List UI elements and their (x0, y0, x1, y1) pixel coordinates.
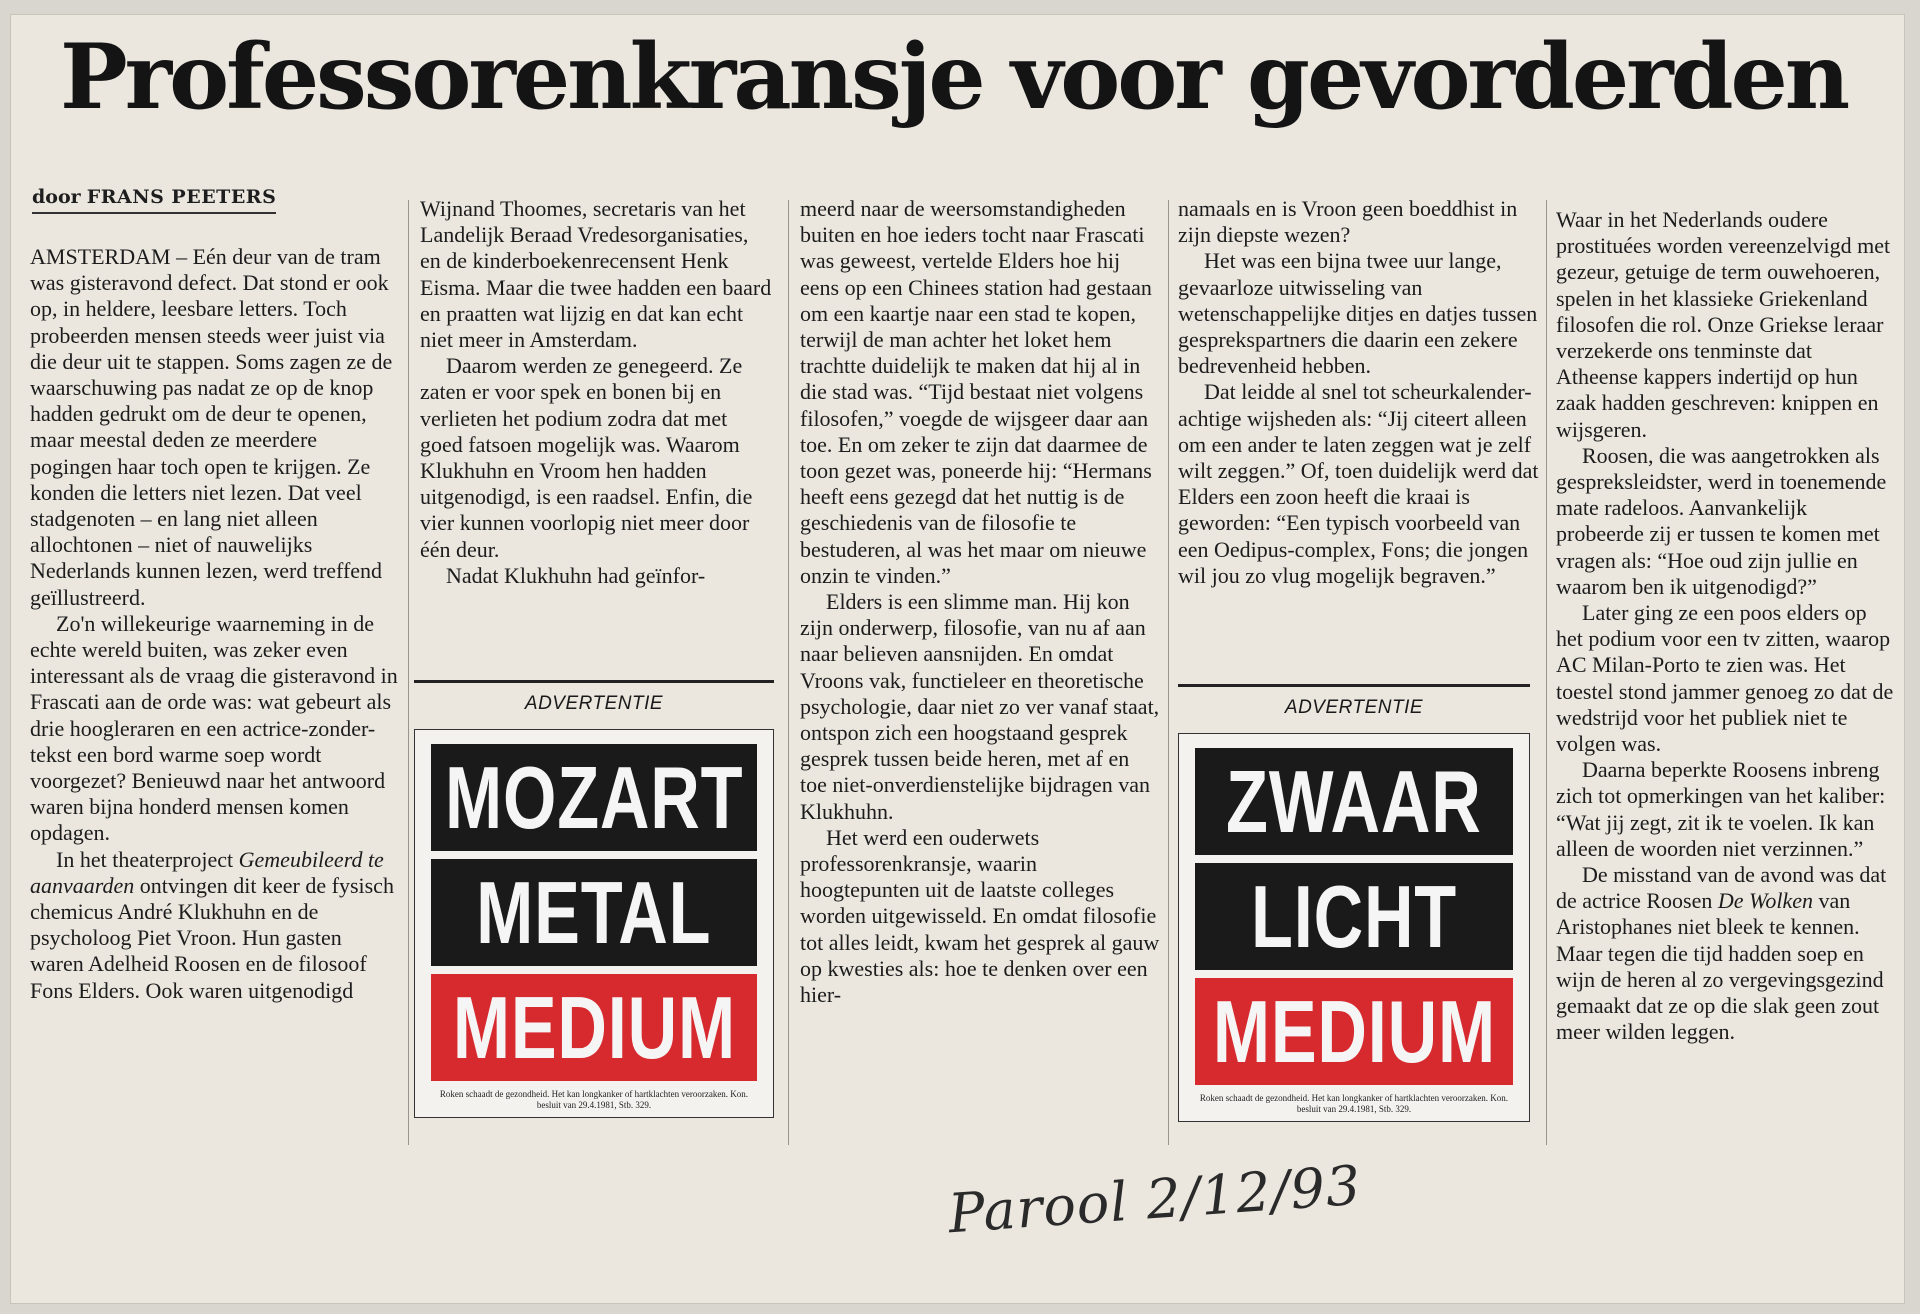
article-column-3 (800, 196, 1160, 1008)
advertisement-label: ADVERTENTIE (1284, 697, 1424, 718)
article-paragraph: namaals en is Vroon geen boeddhist in zijn diepste wezen? (1178, 196, 1518, 248)
advertisement-box (1178, 733, 1530, 1122)
article-paragraph: In het theaterproject Gemeubileerd te aanvaarden ontvingen dit keer de fysisch chemicus André Klukhuhn en de psycholoog Piet Vroon. Hun gasten waren Adelheid Roosen en de filosoof Fons Elders. Ook waren uitgenodigd (30, 846, 394, 1003)
article-column-2 (420, 196, 772, 589)
ad-line-3: MEDIUM (1195, 978, 1513, 1085)
advertisement-label: ADVERTENTIE (524, 693, 664, 714)
ad-line-1: MOZART (431, 744, 757, 851)
article-paragraph: De misstand van de avond was dat de actrice Roosen De Wolken van Aristophanes niet bleek te kennen. Maar tegen die tijd hadden soep en wijn de heren al zo vergevingsgezind gemaakt dat ze op die slak geen zout meer wilden leggen. (1556, 862, 1887, 1045)
column-divider (1168, 200, 1169, 1145)
health-warning: Roken schaadt de gezondheid. Het kan longkanker of hartklachten veroorzaken. Kon. besluit van 29.4.1981, Stb. 329. (439, 1089, 749, 1110)
column-divider (1546, 200, 1547, 1145)
article-column-1 (30, 244, 398, 1004)
ad-line-2: METAL (431, 859, 757, 966)
advertisement (414, 680, 774, 1118)
health-warning: Roken schaadt de gezondheid. Het kan longkanker of hartklachten veroorzaken. Kon. besluit van 29.4.1981, Stb. 329. (1199, 1093, 1509, 1114)
ad-line-3: MEDIUM (431, 974, 757, 1081)
article-paragraph: meerd naar de weersomstandigheden buiten en hoe ieders tocht naar Frascati was geweest, vertelde Elders hoe hij eens op een Chinees station had gestaan om een kaartje naar een stad te kopen, terwijl de man achter het loket hem trachtte duidelijk te maken dat hij al in die stad was. “Tijd bestaat niet volgens filosofen,” voegde de wijsgeer daar aan toe. En om zeker te zijn dat daarmee de toon gezet was, poneerde hij: “Hermans heeft eens gezegd dat het nuttig is de geschiedenis van de filosofie te bestuderen, al was het maar om nieuwe onzin te vinden.” (800, 196, 1152, 588)
handwritten-annotation: Parool 2/12/93 (946, 1153, 1364, 1246)
article-paragraph: AMSTERDAM – Eén deur van de tram was gisteravond defect. Dat stond er ook op, in heldere, leesbare letters. Toch probeerden mensen steeds weer juist via die deur uit te stappen. Soms zagen ze de waarschuwing pas nadat ze op de knop hadden gedrukt om de deur te openen, maar meestal deden ze meerdere pogingen haar toch open te krijgen. Ze konden die letters niet lezen. Dat veel stadgenoten – en lang niet alleen allochtonen – niet of nauwelijks Nederlands kunnen lezen, werd treffend geïllustreerd. (30, 244, 393, 610)
advertisement-box (414, 729, 774, 1118)
italic-title: De Wolken (1717, 888, 1813, 914)
byline (32, 186, 276, 214)
article-paragraph: Daarom werden ze genegeerd. Ze zaten er voor spek en bonen bij en verlieten het podium zodra dat met goed fatsoen mogelijk was. Waarom Klukhuhn en Vroom hen hadden uitgenodigd, is een raadsel. Enfin, die vier kunnen voorlopig niet meer door één deur. (420, 353, 753, 562)
ad-line-1: ZWAAR (1195, 748, 1513, 855)
italic-title: Gemeubileerd te aanvaarden (30, 846, 384, 898)
advertisement (1178, 684, 1530, 1122)
byline-prefix: door (32, 186, 81, 208)
column-divider (788, 200, 789, 1145)
article-paragraph: Roosen, die was aangetrokken als gespreksleidster, werd in toenemende mate radeloos. Aanvankelijk probeerde zij er tussen te komen met vragen als: “Hoe oud zijn jullie en waarom ben ik uitgenodigd?” (1556, 442, 1887, 599)
article-paragraph: Later ging ze een poos elders op het podium voor een tv zitten, waarop AC Milan-Porto te zien was. Het toestel stond jammer genoeg zo dat de wedstrijd voor het publiek niet te volgen was. (1556, 600, 1894, 757)
article-paragraph: Dat leidde al snel tot scheurkalender-achtige wijsheden als: “Jij citeert alleen om een ander te laten zeggen wat je zelf wilt zeggen.” Of, toen duidelijk werd dat Elders een zoon heeft die kraai is geworden: “Een typisch voorbeeld van een Oedipus-complex, Fons; die jongen wil jou zo vlug mogelijk begraven.” (1178, 379, 1539, 588)
article-paragraph: Het was een bijna twee uur lange, gevaarloze uitwisseling van wetenschappelijke ditjes en datjes tussen gesprekspartners die daarin een zekere bedrevenheid hebben. (1178, 248, 1538, 379)
headline: Professorenkransje voor gevorderden (60, 24, 1848, 130)
article-paragraph: Zo'n willekeurige waarneming in de echte wereld buiten, was zeker even interessant als de vraag die gisteravond in Frascati aan de orde was: wat gebeurt als drie hoogleraren en een actrice-zonder-tekst een bord warme soep wordt voorgezet? Benieuwd naar het antwoord waren bijna honderd mensen komen opdagen. (30, 610, 398, 846)
article-paragraph: Het werd een ouderwets professorenkransje, waarin hoogtepunten uit de laatste colleges worden uitgewisseld. En omdat filosofie tot alles leidt, kwam het gesprek al gauw op kwesties als: hoe te denken over een hier- (800, 824, 1160, 1008)
article-paragraph: Waar in het Nederlands oudere prostituées worden vereenzelvigd met gezeur, getuige de term ouwehoeren, spelen in het klassieke Griekenland filosofen die rol. Onze Griekse leraar verzekerde ons tenminste dat Atheense kappers indertijd op hun zaak hadden geschreven: knippen en wijsgeren. (1556, 207, 1891, 442)
article-paragraph: Wijnand Thoomes, secretaris van het Landelijk Beraad Vredesorganisaties, en de kinderboekenrecensent Henk Eisma. Maar die twee hadden een baard en praatten wat lijzig en dat kan echt niet meer in Amsterdam. (420, 196, 772, 353)
article-paragraph: Nadat Klukhuhn had geïnfor- (446, 562, 706, 588)
column-divider (408, 200, 409, 1145)
article-column-4 (1178, 196, 1542, 589)
byline-author: FRANS PEETERS (86, 186, 277, 208)
ad-line-2: LICHT (1195, 863, 1513, 970)
article-column-5 (1556, 207, 1896, 1046)
article-paragraph: Elders is een slimme man. Hij kon zijn onderwerp, filosofie, van nu af aan naar believen aansnijden. En omdat Vroons vak, functieleer en theoretische psychologie, daar niet zo ver vanaf staat, ontspon zich een hoogstaand gesprek gesprek tussen beide heren, met af en toe niet-onverdienstelijke bijdragen van Klukhuhn. (800, 589, 1160, 824)
article-paragraph: Daarna beperkte Roosens inbreng zich tot opmerkingen van het kaliber: “Wat jij zegt, zit ik te voelen. Ik kan alleen de woorden niet verzinnen.” (1556, 757, 1886, 861)
